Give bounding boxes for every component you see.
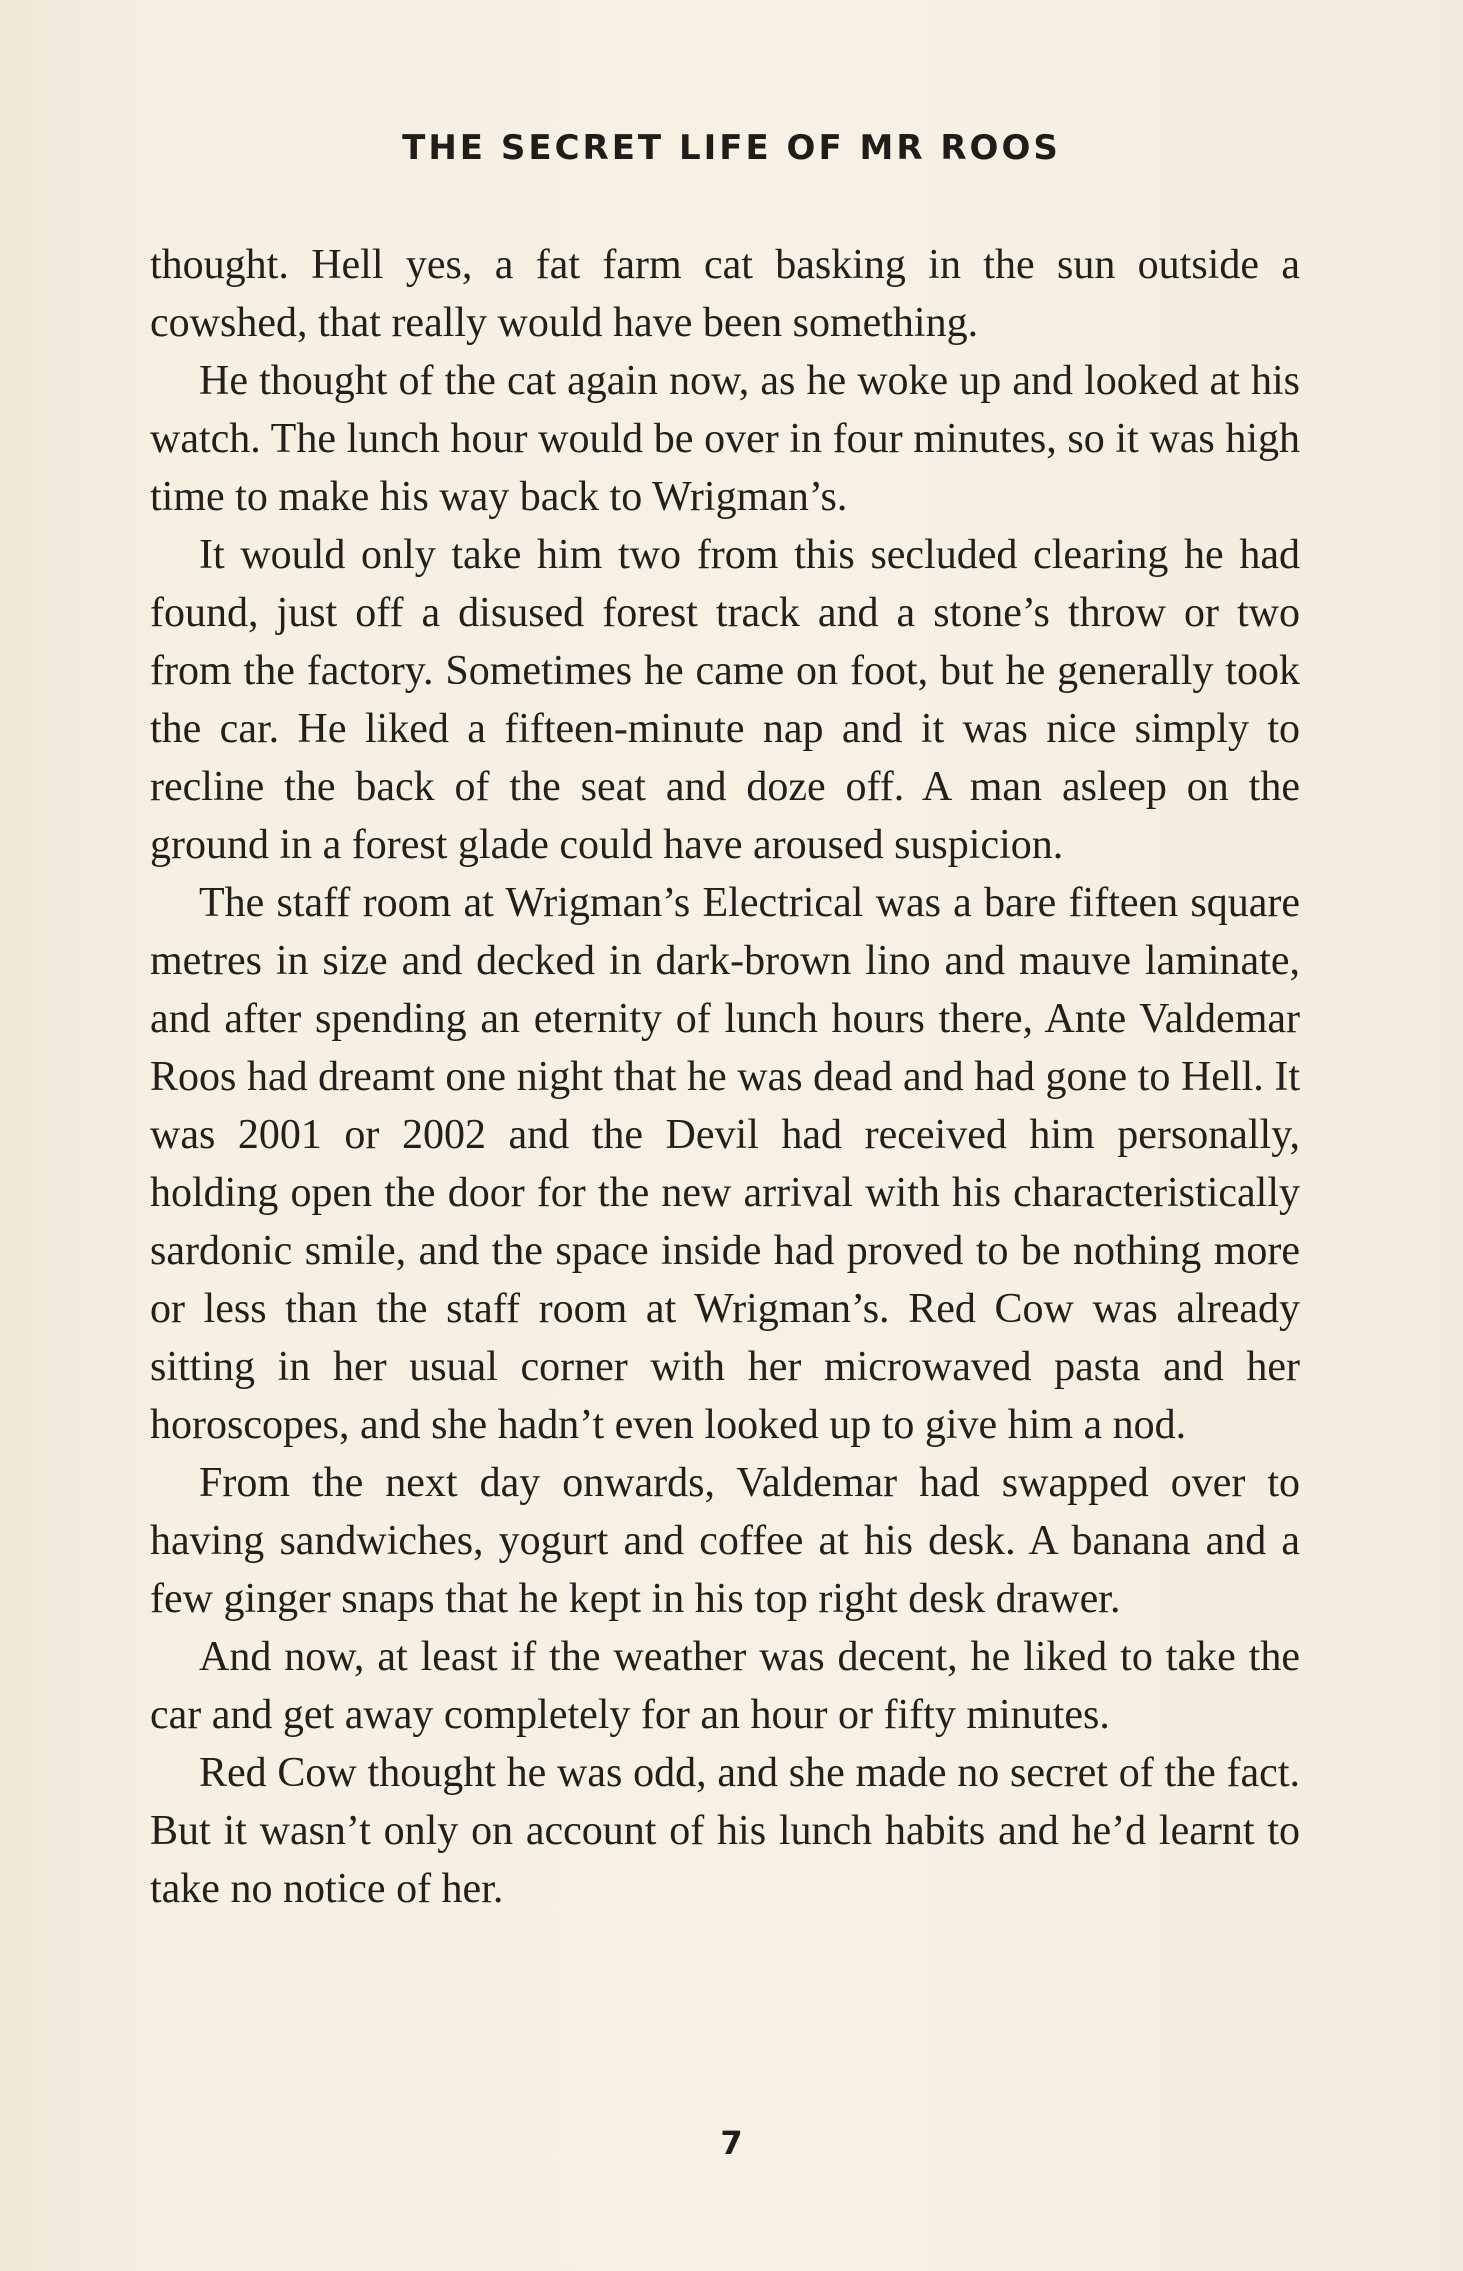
paragraph: The staff room at Wrigman’s Electrical was a bare fifteen square metres in size and decked in dark-brown lino and mauve laminate, and after spending an eternity of lunch hours there, Ante Valdemar Roos had dreamt one night that he was dead and had gone to Hell. It was 2001 or 2002 and the Devil had received him personally, holding open the door for the new arrival with his characteristically sardonic smile, and the space inside had proved to be nothing more or less than the staff room at Wrigman’s. Red Cow was already sitting in her usual corner with her microwaved pasta and her horoscopes, and she hadn’t even looked up to give him a nod.: [150, 880, 1300, 1448]
page-number: 7: [720, 2124, 743, 2162]
paragraph: It would only take him two from this secluded clearing he had found, just off a disused forest track and a stone’s throw or two from the factory. Sometimes he came on foot, but he generally took the car. He liked a fifteen-minute nap and it was nice simply to recline the back of the seat and doze off. A man asleep on the ground in a forest glade could have aroused suspicion.: [150, 532, 1300, 868]
paragraph: From the next day onwards, Valdemar had swapped over to having sandwiches, yogurt and coffee at his desk. A banana and a few ginger snaps that he kept in his top right desk drawer.: [150, 1460, 1300, 1622]
paragraph: thought. Hell yes, a fat farm cat basking in the sun outside a cowshed, that really would have been something.: [150, 242, 1300, 346]
paragraph: He thought of the cat again now, as he woke up and looked at his watch. The lunch hour would be over in four minutes, so it was high time to make his way back to Wrigman’s.: [150, 358, 1300, 520]
running-header: THE SECRET LIFE OF MR ROOS: [402, 128, 1061, 168]
paragraph: And now, at least if the weather was decent, he liked to take the car and get away completely for an hour or fifty minutes.: [150, 1634, 1300, 1738]
paragraph: Red Cow thought he was odd, and she made no secret of the fact. But it wasn’t only on account of his lunch habits and he’d learnt to take no notice of her.: [150, 1750, 1300, 1912]
body-text: [150, 236, 1300, 1918]
